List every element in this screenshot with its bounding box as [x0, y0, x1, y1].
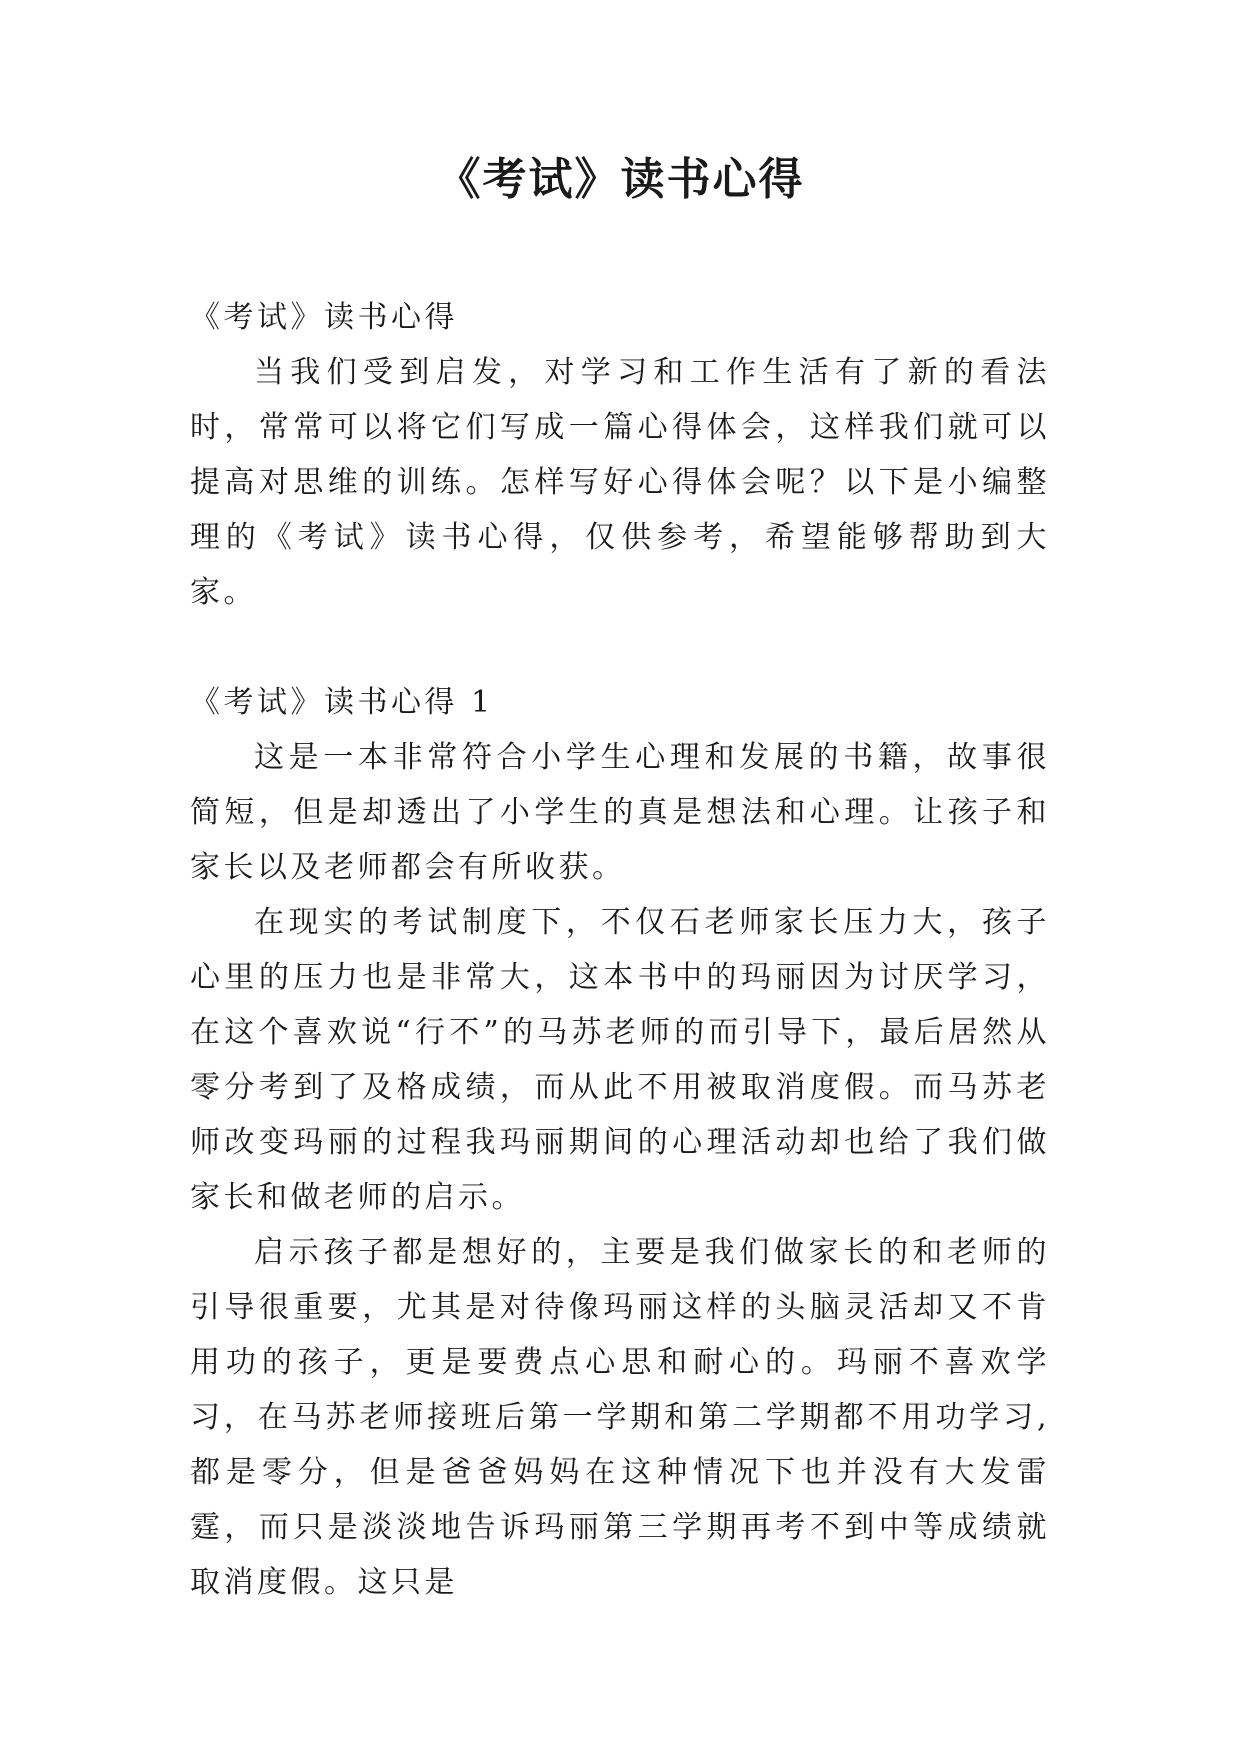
section-1-paragraph-1: 这是一本非常符合小学生心理和发展的书籍，故事很简短，但是却透出了小学生的真是想法和心理。让孩子和家长以及老师都会有所收获。	[190, 740, 1050, 885]
section-1-paragraph-3: 启示孩子都是想好的，主要是我们做家长的和老师的引导很重要，尤其是对待像玛丽这样的头脑灵活却又不肯用功的孩子，更是要费点心思和耐心的。玛丽不喜欢学习，在马苏老师接班后第一学期和第二学期都不用功学习,都是零分，但是爸爸妈妈在这种情况下也并没有大发雷霆，而只是淡淡地告诉玛丽第三学期再考不到中等成绩就取消度假。这只是	[190, 1235, 1050, 1600]
document-body	[190, 290, 1050, 1610]
intro-heading: 《考试》读书心得	[190, 300, 458, 335]
document-title: 《考试》读书心得	[436, 154, 805, 205]
section-1-paragraph-2: 在现实的考试制度下，不仅石老师家长压力大，孩子心里的压力也是非常大，这本书中的玛丽因为讨厌学习，在这个喜欢说“行不”的马苏老师的而引导下，最后居然从零分考到了及格成绩，而从此不用被取消度假。而马苏老师改变玛丽的过程我玛丽期间的心理活动却也给了我们做家长和做老师的启示。	[190, 905, 1050, 1215]
section-spacer	[190, 620, 1050, 675]
intro-paragraph: 当我们受到启发，对学习和工作生活有了新的看法时，常常可以将它们写成一篇心得体会，这样我们就可以提高对思维的训练。怎样写好心得体会呢？以下是小编整理的《考试》读书心得，仅供参考，希望能够帮助到大家。	[190, 355, 1050, 610]
section-1-heading: 《考试》读书心得 1	[190, 685, 494, 720]
